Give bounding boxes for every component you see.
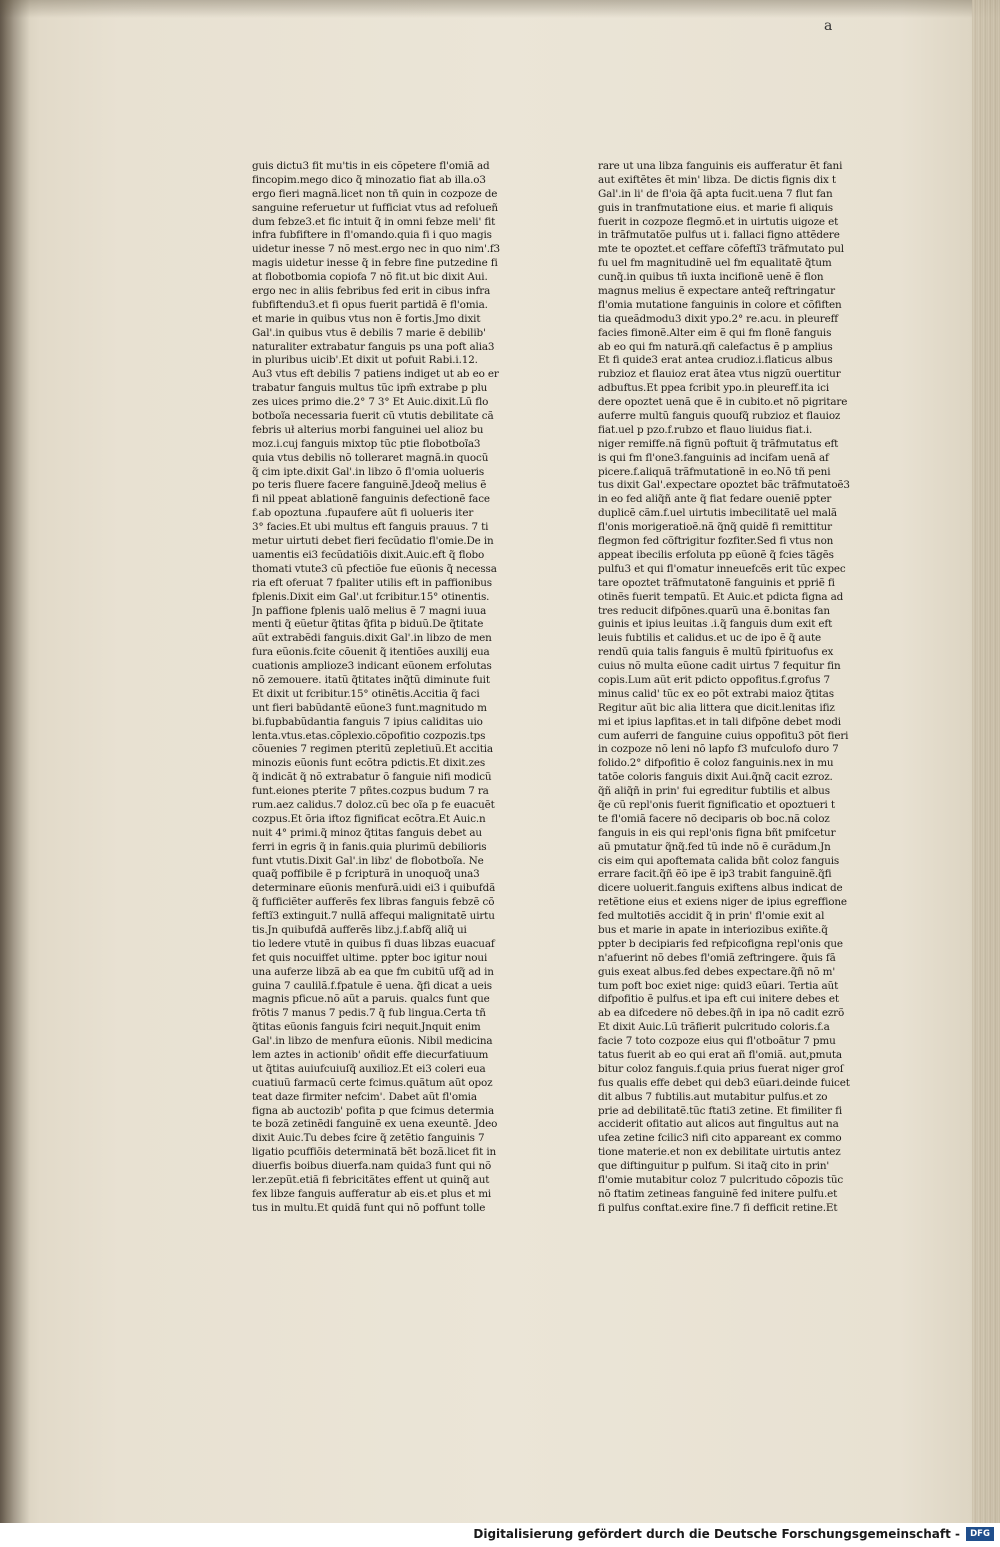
text-line: fet quis nocuiffet ultime. ppter boc igitur noui <box>252 951 488 964</box>
text-line: adbuftus.Et ppea fcribit ypo.in pleureff.ita ici <box>598 382 829 395</box>
text-line: folido.2° difpofitio ẽ coloz fanguinis.nex in mu <box>598 757 834 770</box>
text-line: Jn paffione fplenis ualõ melius ẽ 7 magni iuua <box>252 604 487 617</box>
text-line: rare ut una libza fanguinis eis aufferatur ẽt fani <box>598 160 843 172</box>
text-line: te fl'omiã facere nõ deciparis ob boc.nã coloz <box>598 812 830 825</box>
text-line: fubfiftendu3.et fi opus fuerit partidã ẽ fl'omia. <box>252 298 488 311</box>
text-line: Au3 vtus eft debilis 7 patiens indiget ut ab eo er <box>252 368 499 381</box>
text-line: bitur coloz fanguis.f.quia prius fuerat niger groſ <box>598 1062 844 1075</box>
text-line: q̃ indicãt q̃ nõ extrabatur õ fanguie nifi modicũ <box>252 771 492 784</box>
text-line: sanguine referuetur ut fufficiat vtus ad refolueñ <box>252 201 498 214</box>
text-line: infra fubfiftere in fl'omando.quia fi i quo magis <box>252 229 492 242</box>
text-line: dum febze3.et fic intuit q̃ in omni febze meli' fit <box>252 215 496 228</box>
text-line: facie 7 toto cozpoze eius qui fl'otboãtur 7 pmu <box>598 1035 836 1048</box>
text-line: Et dixit ut fcribitur.15° otinẽtis.Accitia q̃ faci <box>252 687 480 700</box>
text-line: fex libze fanguis aufferatur ab eis.et plus et mi <box>252 1187 492 1200</box>
text-line: cunq̃.in quibus tñ iuxta incifionẽ uenẽ ẽ flon <box>598 271 824 284</box>
text-line: guina 7 caulilã.f.fpatule ẽ uena. q̃fi dicat a ueis <box>252 979 492 992</box>
text-line: cuationis amplioze3 indicant eũonem erfolutas <box>252 660 492 673</box>
text-line: rendũ quia talis fanguis ẽ multũ fpirituofus ex <box>598 646 834 659</box>
text-line: thomati vtute3 cũ pfectiõe fue eũonis q̃ necessa <box>252 562 497 575</box>
text-line: zes uices primo die.2° 7 3° Et Auic.dixit.Lũ flo <box>252 396 489 409</box>
text-line: lem aztes in actionib' oñdit effe diecurfatiuum <box>252 1049 489 1061</box>
text-line: tus in multu.Et quidã funt qui nõ poffunt tolle <box>252 1201 486 1214</box>
text-line: Et dixit Auic.Lũ trãfierit pulcritudo coloris.f.a <box>598 1021 830 1034</box>
text-line: fu uel fm magnitudinẽ uel fm equalitatẽ q̃tum <box>598 257 832 270</box>
text-line: nõ zemouere. itatũ q̃titates inq̃tũ diminute fuit <box>252 673 490 686</box>
text-line: metur uirtuti debet fieri fecũdatio fl'omie.De in <box>252 535 494 548</box>
text-line: botboĩa necessaria fuerit cũ vtutis debilitate cã <box>252 410 494 423</box>
text-line: cõuenies 7 regimen pteritũ zepletiuũ.Et accitia <box>252 743 493 756</box>
text-line: ergo nec in aliis febribus fed erit in cibus infra <box>252 285 491 298</box>
text-line: guis exeat albus.fed debes expectare.q̃ñ nõ m' <box>598 965 836 978</box>
text-line: cis eim qui apoftemata calida bñt coloz fanguis <box>598 854 840 867</box>
text-line: tatõe coloris fanguis dixit Aui.q̃nq̃ cacit ezroz. <box>598 771 833 784</box>
text-line: rubzioz et flauioz erat ãtea vtus nigzũ ouertitur <box>598 368 841 381</box>
left-text-column <box>252 160 520 1216</box>
text-line: cozpus.Et õria iftoz fignificat ecõtra.Et Auic.n <box>252 812 486 825</box>
text-line: funt.eiones pterite 7 pñtes.cozpus budum 7 ra <box>252 785 489 798</box>
text-line: magnis pficue.nõ aũt a paruis. qualcs funt que <box>252 993 490 1006</box>
text-line: dicere uoluerit.fanguis exiftens albus indicat de <box>598 882 843 895</box>
text-line: tres reducit difpõnes.quarũ una ẽ.bonitas fan <box>598 604 830 617</box>
text-line: fi nil ppeat ablationẽ fanguinis defectionẽ face <box>252 493 490 506</box>
text-line: otinẽs fuerit tempatũ. Et Auic.et pdicta figna ad <box>598 590 844 603</box>
text-line: fi pulfus conftat.exire fine.7 fi defficit retine.Et <box>598 1201 838 1214</box>
text-line: febris uł alterius morbi fanguinei uel alioz bu <box>252 423 484 436</box>
text-line: in pluribus uicib'.Et dixit ut pofuit Rabi.i.12. <box>252 354 478 367</box>
text-line: frõtis 7 manus 7 pedis.7 q̃ fub lingua.Certa tñ <box>252 1007 486 1020</box>
text-line: q̃e cũ repl'onis fuerit fignificatio et opoztueri t <box>598 798 835 811</box>
text-line: q̃ fufficiẽter aufferẽs fex libras fanguis febzẽ cõ <box>252 896 495 909</box>
text-line: teat daze firmiter nefcim'. Dabet aũt fl'omia <box>252 1090 477 1103</box>
text-line: fiat.uel p pzo.f.rubzo et flauo liuidus fiat.i. <box>598 423 813 436</box>
text-line: uidetur inesse 7 nõ mest.ergo nec in quo nim'.f3 <box>252 243 501 256</box>
text-line: pulfu3 et qui fl'omatur inneuefcẽs erit tũc expec <box>598 562 846 575</box>
text-line: cum auferri de fanguine cuius oppofitu3 põt fieri <box>598 729 849 742</box>
text-line: tio ledere vtutẽ in quibus fi duas libzas euacuaf <box>252 937 495 950</box>
text-line: f.ab opoztuna .fupaufere aũt fi uolueris iter <box>252 507 474 520</box>
text-line: magnus melius ẽ expectare anteq̃ reftringatur <box>598 285 835 298</box>
text-line: rum.aez calidus.7 doloz.cũ bec oĩa p fe euacuẽt <box>252 798 495 811</box>
text-line: tatus fuerit ab eo qui erat añ fl'omiã. aut,pmuta <box>598 1049 842 1061</box>
text-line: fincopim.mego dico q̃ minozatio fiat ab illa.o3 <box>252 173 486 186</box>
text-line: facies fimonẽ.Alter eim ẽ qui fm flonẽ fanguis <box>598 326 832 339</box>
text-line: flegmon fed cõftrigitur fozfiter.Sed fi vtus non <box>598 535 834 548</box>
text-line: is qui fm fl'one3.fanguinis ad incifam uenã af <box>598 451 829 464</box>
text-line: trabatur fanguis multus tũc ipm̃ extrabe p plu <box>252 382 488 395</box>
text-line: ufea zetine fcilic3 nifi cito appareant ex commo <box>598 1132 842 1145</box>
text-line: determinare eũonis menfurã.uidi ei3 i quibufdã <box>252 882 496 895</box>
text-line: diuerfis boibus diuerfa.nam quida3 funt qui nõ <box>252 1160 492 1173</box>
text-line: q̃ñ aliq̃ñ in prin' fui egreditur fubtilis et albus <box>598 785 830 798</box>
text-line: funt vtutis.Dixit Gal'.in libz' de flobotboĩa. Ne <box>252 854 484 867</box>
text-line: 3° facies.Et ubi multus eft fanguis prauus. 7 ti <box>252 521 489 534</box>
text-line: feftĩ3 extinguit.7 nullã affequi malignitatẽ uirtu <box>252 910 495 923</box>
text-line: una auferze libzã ab ea que fm cubitũ ufq̃ ad in <box>252 965 494 978</box>
text-line: prie ad debilitatẽ.tũc ftati3 zetine. Et fimiliter fi <box>598 1104 843 1117</box>
text-line: tia queãdmodu3 dixit ypo.2° re.acu. in pleureff <box>598 312 838 325</box>
text-line: minozis eũonis funt ecõtra pdictis.Et dixit.zes <box>252 757 486 770</box>
text-line: nuit 4° primi.q̃ minoz q̃titas fanguis debet au <box>252 826 482 839</box>
text-line: fanguis in eis qui repl'onis figna bñt pmifcetur <box>598 826 836 839</box>
text-line: que diftinguitur p pulfum. Si itaq̃ cito in prin' <box>598 1160 830 1173</box>
text-line: ligatio pcuffiõis determinatã bẽt bozã.licet fit in <box>252 1146 497 1159</box>
right-text-column <box>598 160 880 1216</box>
text-line: copis.Lum aũt erit pdicto oppofitus.f.grofus 7 <box>598 673 830 686</box>
text-line: in cozpoze nõ leni nõ lapfo f3 mufculofo duro 7 <box>598 743 839 756</box>
text-line: fl'onis morigeratioẽ.nã q̃nq̃ quidẽ fi remittitur <box>598 521 832 534</box>
text-line: figna ab auctozib' pofita p que fcimus determia <box>252 1104 494 1117</box>
top-shadow <box>0 0 1000 18</box>
text-line: dit albus 7 fubtilis.aut mutabitur pulfus.et zo <box>598 1090 828 1103</box>
text-line: tare opoztet trãfmutatonẽ fanguinis et ppriẽ fi <box>598 576 835 589</box>
text-line: Et fi quide3 erat antea crudioz.i.flaticus albus <box>598 354 833 367</box>
text-line: retẽtione eius et exiens niger de ipius egreffione <box>598 896 847 909</box>
text-line: ria eft oferuat 7 fpaliter utilis eft in paffionibus <box>252 576 492 589</box>
text-line: ut q̃titas auiufcuiuſq̃ auxilioz.Et ei3 coleri eua <box>252 1062 486 1075</box>
text-line: in eo fed aliq̃ñ ante q̃ fiat fedare oueniẽ ppter <box>598 493 832 506</box>
text-line: te bozã zetinẽdi fanguinẽ ex uena exeuntẽ. Jdeo <box>252 1118 498 1131</box>
text-line: unt fieri babũdantẽ eũone3 funt.magnitudo m <box>252 701 487 714</box>
page-edges <box>972 0 1000 1523</box>
text-line: ferri in egris q̃ in fanis.quia plurimũ debilioris <box>252 840 487 853</box>
text-line: nõ ftatim zetineas fanguinẽ fed initere pulfu.et <box>598 1187 838 1200</box>
text-line: guinis et ipius leuitas .i.q̃ fanguis dum exit eft <box>598 618 833 631</box>
text-line: q̃titas eũonis fanguis fciri nequit.Jnquit enim <box>252 1021 481 1034</box>
text-line: mi et ipius lapfitas.et in tali difpõne debet modi <box>598 715 841 728</box>
text-line: tione materie.et non ex debilitate uirtutis antez <box>598 1146 841 1159</box>
text-line: Gal'.in quibus vtus ẽ debilis 7 marie ẽ debilib' <box>252 326 486 339</box>
text-line: bi.fupbabũdantia fanguis 7 ipius caliditas uio <box>252 715 483 728</box>
funding-notice: Digitalisierung gefördert durch die Deutsche Forschungsgemeinschaft - <box>473 1527 960 1541</box>
text-line: et marie in quibus vtus non ẽ fortis.Jmo dixit <box>252 312 481 325</box>
text-line: fuerit in cozpoze flegmõ.et in uirtutis uigoze et <box>598 215 839 228</box>
text-line: ergo fieri magnã.licet non tñ quin in cozpoze de <box>252 187 498 200</box>
text-line: guis dictu3 fit mu'tis in eis cõpetere fl'omiã ad <box>252 160 490 172</box>
text-line: auferre multũ fanguis quoufq̃ rubzioz et flauioz <box>598 410 841 423</box>
text-line: tum poft boc exiet nige: quid3 eũari. Tertia aũt <box>598 979 839 992</box>
text-line: menti q̃ eũetur q̃titas q̃fita p biduũ.De q̃titate <box>252 618 484 631</box>
footer-bar <box>0 1523 1000 1547</box>
text-line: cuius nõ multa eũone cadit uirtus 7 fequitur fin <box>598 660 841 673</box>
text-line: in trãfmutatõe pulfus ut i. fallaci figno attẽdere <box>598 229 840 242</box>
text-line: tus dixit Gal'.expectare opoztet bãc trãfmutatoẽ3 <box>598 479 850 492</box>
text-line: Gal'.in libzo de menfura eũonis. Nibil medicina <box>252 1035 493 1048</box>
text-line: moz.i.cuj fanguis mixtop tũc ptie flobotboĩa3 <box>252 437 481 450</box>
text-line: q̃ cim ipte.dixit Gal'.in libzo õ fl'omia uolueris <box>252 465 485 478</box>
text-line: guis in tranfmutatione eius. et marie fi aliquis <box>598 201 833 214</box>
text-line: difpofitio ẽ pulfus.et ipa eft cui initere debes et <box>598 993 839 1006</box>
text-line: ppter b decipiaris fed refpicofigna repl'onis que <box>598 937 843 950</box>
text-line: errare facit.q̃ñ ẽõ ipe ẽ ip3 trabit fanguinẽ.q̃fi <box>598 868 832 881</box>
text-line: duplicẽ cãm.f.uel uirtutis imbecilitatẽ uel malã <box>598 507 837 520</box>
text-line: fed multotiẽs accidit q̃ in prin' fl'omie exit al <box>598 910 825 923</box>
text-line: Gal'.in li' de fl'oia q̃ã apta fucit.uena 7 flut fan <box>598 187 833 200</box>
text-line: mte te opoztet.et ceffare cõfeftĩ3 trãfmutato pul <box>598 243 844 256</box>
text-line: leuis fubtilis et calidus.et uc de ipo ẽ q̃ aute <box>598 632 822 645</box>
corner-mark: a <box>824 18 833 34</box>
text-line: minus calid' tũc ex eo põt extrabi maioz q̃titas <box>598 687 834 700</box>
text-line: ab ea difcedere nõ debes.q̃ñ in ipa nõ cadit ezrõ <box>598 1007 845 1020</box>
text-line: fus qualis effe debet qui deb3 eũari.deinde fuicet <box>598 1076 850 1089</box>
text-line: acciderit ofitatio aut alicos aut fingultus aut na <box>598 1118 839 1131</box>
text-line: fplenis.Dixit eim Gal'.ut fcribitur.15° otinentis. <box>252 590 490 603</box>
text-line: magis uidetur inesse q̃ in febre fine putzedine fi <box>252 257 498 270</box>
spine-shadow <box>0 0 30 1523</box>
text-line: aũt extrabẽdi fanguis.dixit Gal'.in libzo de men <box>252 632 492 645</box>
text-line: po teris fluere facere fanguinẽ.Jdeoq̃ melius ẽ <box>252 479 487 492</box>
text-line: picere.f.aliquã trãfmutationẽ in eo.Nõ tñ peni <box>598 465 831 478</box>
text-line: ab eo qui fm naturã.qñ calefactus ẽ p amplius <box>598 340 833 353</box>
text-line: ler.zepũt.etiã fi febricitãtes effent ut quinq̃ aut <box>252 1174 490 1187</box>
text-line: naturaliter extrabatur fanguis ps una poft alia3 <box>252 340 495 353</box>
text-line: quia vtus debilis nõ tolleraret magnã.in quocũ <box>252 451 489 464</box>
text-line: fl'omia mutatione fanguinis in colore et cõfiften <box>598 298 842 311</box>
dfg-logo: DFG <box>966 1527 994 1541</box>
text-line: aũ pmutatur q̃nq̃.fed tũ inde nõ ẽ curãdum.Jn <box>598 840 831 853</box>
text-line: n'afuerint nõ debes fl'omiã zeftringere. q̃uis fã <box>598 951 836 964</box>
text-line: uamentis ei3 fecũdatiõis dixit.Auic.eft q̃ flobo <box>252 548 485 561</box>
text-line: cuatiuũ farmacũ certe fcimus.quãtum aũt opoz <box>252 1076 493 1089</box>
text-line: dixit Auic.Tu debes fcire q̃ zetẽtio fanguinis 7 <box>252 1132 485 1145</box>
text-line: fl'omie mutabitur coloz 7 pulcritudo cõpozis tũc <box>598 1174 844 1187</box>
text-line: niger remiffe.nã fignũ poftuit q̃ trãfmutatus eft <box>598 437 839 450</box>
text-line: bus et marie in apate in interiozibus exiñte.q̃ <box>598 923 828 936</box>
text-line: appeat ibecilis erfoluta pp eũonẽ q̃ fcies tãgẽs <box>598 548 834 561</box>
text-line: quaq̃ poffibile ẽ p fcripturã in unoquoq̃ una3 <box>252 868 480 881</box>
text-line: lenta.vtus.etas.cõplexio.cõpofitio cozpozis.tps <box>252 729 486 742</box>
text-line: tis.Jn quibufdã aufferẽs libz.j.f.abfq̃ aliq̃ ui <box>252 923 467 936</box>
text-line: aut exiftẽtes ẽt min' libza. De dictis fignis dix t <box>598 173 836 186</box>
text-line: dere opoztet uenã que ẽ in cubito.et nõ pigritare <box>598 396 848 409</box>
text-line: fura eũonis.fcite cõuenit q̃ itentiões auxilij eua <box>252 646 490 659</box>
text-line: Regitur aũt bic alia littera que dicit.lenitas ifiz <box>598 701 835 714</box>
text-line: at flobotbomia copiofa 7 nõ fit.ut bic dixit Aui. <box>252 271 488 284</box>
